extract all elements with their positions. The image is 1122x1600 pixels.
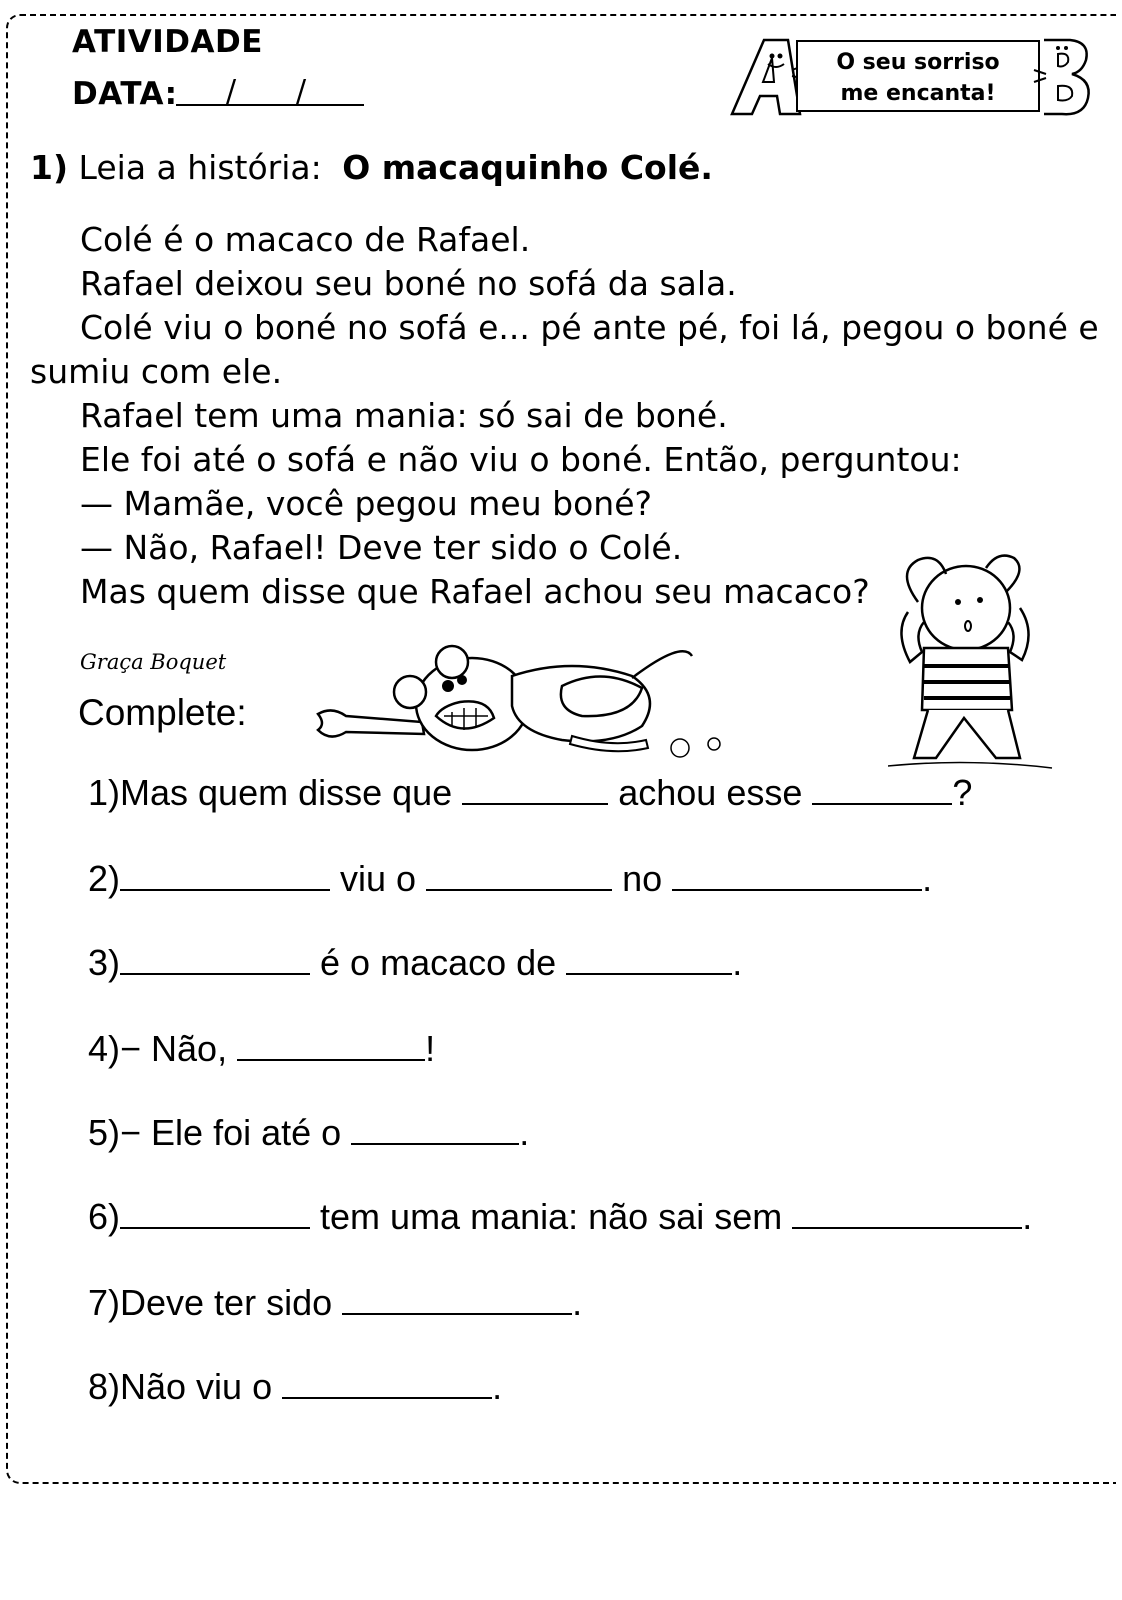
item-text: − Ele foi até o xyxy=(120,1112,342,1153)
answer-blank[interactable] xyxy=(462,773,608,805)
item-text: Mas quem disse que xyxy=(120,772,453,813)
answer-blank[interactable] xyxy=(792,1197,1022,1229)
complete-item-1 xyxy=(88,772,972,814)
item-text: . xyxy=(922,858,933,899)
complete-item-4 xyxy=(88,1028,435,1070)
item-text: . xyxy=(732,942,743,983)
story-line: Rafael tem uma mania: só sai de boné. xyxy=(80,396,728,435)
item-number: 5) xyxy=(88,1112,121,1153)
activity-title: ATIVIDADE xyxy=(72,24,263,60)
story-title: O macaquinho Colé. xyxy=(342,148,713,187)
complete-item-7 xyxy=(88,1282,582,1324)
story-line: — Não, Rafael! Deve ter sido o Colé. xyxy=(80,528,683,567)
item-text: Não viu o xyxy=(120,1366,273,1407)
story-line: Rafael deixou seu boné no sofá da sala. xyxy=(80,264,737,303)
item-text: no xyxy=(622,858,663,899)
question-number: 1) xyxy=(30,148,69,187)
complete-heading: Complete: xyxy=(78,692,247,733)
story-line: Ele foi até o sofá e não viu o boné. Então, perguntou: xyxy=(80,440,962,479)
story-author: Graça Boquet xyxy=(80,650,227,674)
complete-item-8 xyxy=(88,1366,502,1408)
badge-line-1: O seu sorriso xyxy=(836,50,1000,75)
story-line: Mas quem disse que Rafael achou seu macaco? xyxy=(80,572,870,611)
item-text: viu o xyxy=(340,858,417,899)
date-separator: / xyxy=(296,74,307,109)
item-text: Deve ter sido xyxy=(120,1282,333,1323)
answer-blank[interactable] xyxy=(566,943,732,975)
item-text: achou esse xyxy=(618,772,803,813)
complete-item-5 xyxy=(88,1112,529,1154)
answer-blank[interactable] xyxy=(812,773,952,805)
item-number: 8) xyxy=(88,1366,121,1407)
answer-blank[interactable] xyxy=(282,1367,492,1399)
item-number: 6) xyxy=(88,1196,121,1237)
story-line: Colé é o macaco de Rafael. xyxy=(80,220,531,259)
answer-blank[interactable] xyxy=(120,943,310,975)
answer-blank[interactable] xyxy=(120,1197,310,1229)
question-heading xyxy=(30,148,713,187)
story-line: Colé viu o boné no sofá e... pé ante pé, foi lá, pegou o boné e sumiu com ele. xyxy=(30,308,1099,391)
monkey-illustration xyxy=(312,636,732,766)
item-text: tem uma mania: não sai sem xyxy=(320,1196,783,1237)
answer-blank[interactable] xyxy=(120,859,330,891)
date-label: DATA: xyxy=(72,76,178,112)
item-text: . xyxy=(492,1366,503,1407)
date-field[interactable] xyxy=(176,104,364,106)
item-text: − Não, xyxy=(120,1028,228,1069)
badge xyxy=(796,40,1040,112)
story-line: — Mamãe, você pegou meu boné? xyxy=(80,484,653,523)
item-text: ? xyxy=(952,772,973,813)
item-number: 2) xyxy=(88,858,121,899)
answer-blank[interactable] xyxy=(426,859,612,891)
complete-item-2 xyxy=(88,858,932,900)
item-number: 1) xyxy=(88,772,121,813)
item-number: 3) xyxy=(88,942,121,983)
item-text: é o macaco de xyxy=(320,942,557,983)
boy-illustration xyxy=(888,552,1058,774)
answer-blank[interactable] xyxy=(351,1113,519,1145)
date-separator: / xyxy=(226,74,237,109)
item-number: 7) xyxy=(88,1282,121,1323)
item-text: ! xyxy=(425,1028,436,1069)
item-text: . xyxy=(572,1282,583,1323)
item-number: 4) xyxy=(88,1028,121,1069)
letter-b-icon xyxy=(1030,36,1094,118)
complete-item-3 xyxy=(88,942,742,984)
badge-line-2: me encanta! xyxy=(840,81,996,106)
item-text: . xyxy=(519,1112,530,1153)
complete-item-6 xyxy=(88,1196,1032,1238)
answer-blank[interactable] xyxy=(672,859,922,891)
question-prompt: Leia a história: xyxy=(78,148,322,187)
answer-blank[interactable] xyxy=(237,1029,425,1061)
answer-blank[interactable] xyxy=(342,1283,572,1315)
item-text: . xyxy=(1022,1196,1033,1237)
